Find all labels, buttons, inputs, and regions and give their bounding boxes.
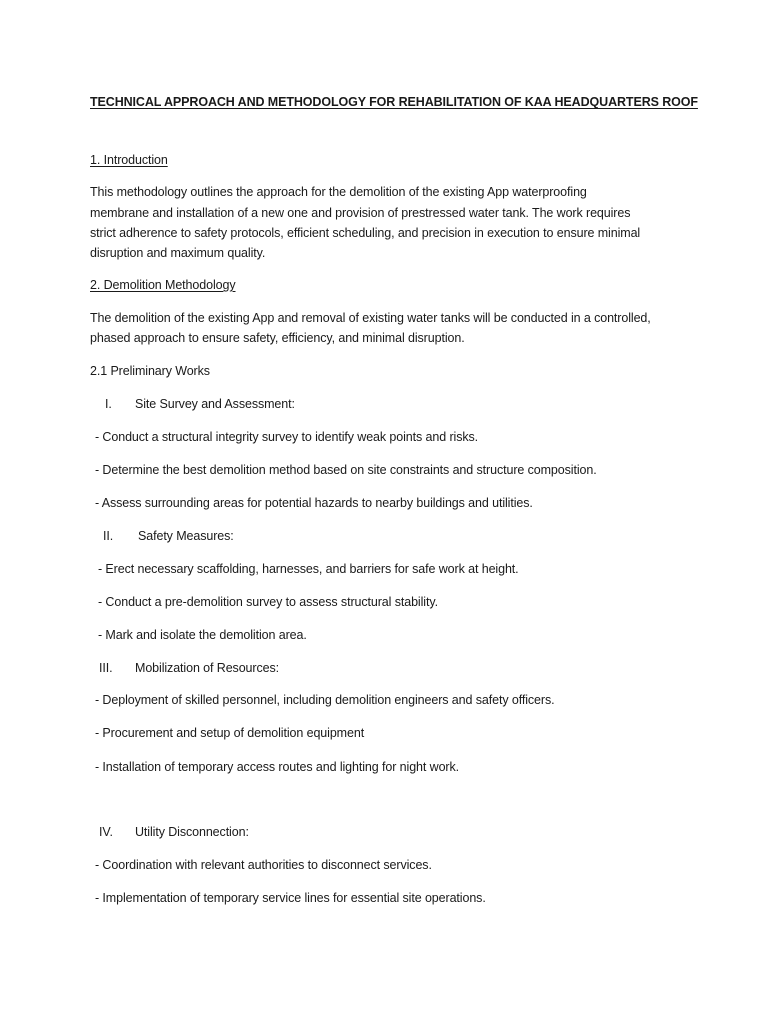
- item-title-1: Site Survey and Assessment:: [135, 397, 295, 411]
- intro-line-4: disruption and maximum quality.: [90, 246, 266, 260]
- bullet-2-2: - Conduct a pre-demolition survey to assess structural stability.: [98, 595, 438, 609]
- item-numeral-4: IV.: [99, 825, 113, 839]
- bullet-1-2: - Determine the best demolition method based on site constraints and structure composition.: [95, 463, 597, 477]
- preliminary-works-subheading: 2.1 Preliminary Works: [90, 364, 210, 378]
- demolition-line-1: The demolition of the existing App and removal of existing water tanks will be conducted in a controlled,: [90, 311, 651, 325]
- item-numeral-2: II.: [103, 529, 114, 543]
- bullet-3-2: - Procurement and setup of demolition equipment: [95, 726, 365, 740]
- bullet-4-1: - Coordination with relevant authorities to disconnect services.: [95, 858, 432, 872]
- item-numeral-1: I.: [105, 397, 112, 411]
- item-title-2: Safety Measures:: [138, 529, 234, 543]
- intro-line-1: This methodology outlines the approach for the demolition of the existing App waterproofing: [90, 185, 587, 199]
- intro-line-2: membrane and installation of a new one and provision of prestressed water tank. The work requires: [90, 206, 631, 220]
- bullet-3-3: - Installation of temporary access routes and lighting for night work.: [95, 760, 460, 774]
- intro-heading: 1. Introduction: [90, 153, 168, 167]
- item-title-3: Mobilization of Resources:: [135, 661, 279, 675]
- demolition-heading: 2. Demolition Methodology: [90, 278, 236, 292]
- intro-line-3: strict adherence to safety protocols, efficient scheduling, and precision in execution to ensure minimal: [90, 226, 641, 240]
- bullet-4-2: - Implementation of temporary service lines for essential site operations.: [95, 891, 486, 905]
- bullet-3-1: - Deployment of skilled personnel, including demolition engineers and safety officers.: [95, 693, 555, 707]
- bullet-2-1: - Erect necessary scaffolding, harnesses, and barriers for safe work at height.: [98, 562, 519, 576]
- bullet-1-1: - Conduct a structural integrity survey to identify weak points and risks.: [95, 430, 479, 444]
- bullet-1-3: - Assess surrounding areas for potential hazards to nearby buildings and utilities.: [95, 496, 533, 510]
- bullet-2-3: - Mark and isolate the demolition area.: [98, 628, 307, 642]
- item-title-4: Utility Disconnection:: [135, 825, 249, 839]
- item-numeral-3: III.: [99, 661, 113, 675]
- document-title: TECHNICAL APPROACH AND METHODOLOGY FOR REHABILITATION OF KAA HEADQUARTERS ROOF: [90, 95, 698, 109]
- demolition-line-2: phased approach to ensure safety, efficiency, and minimal disruption.: [90, 331, 465, 345]
